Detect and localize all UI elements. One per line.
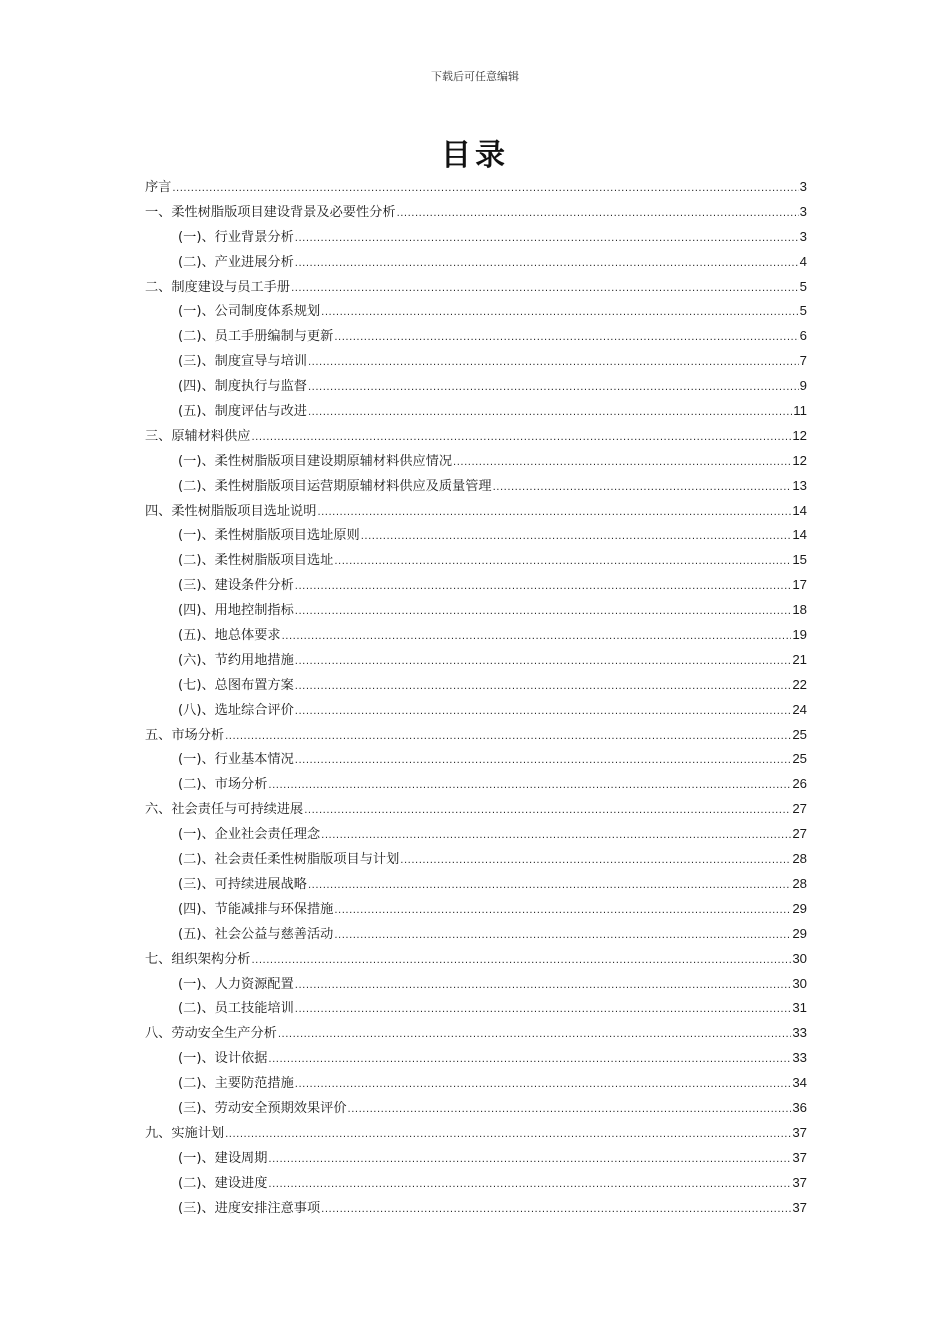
toc-entry-page-number: 14 [792,527,807,543]
toc-entry-label: 六、社会责任与可持续进展 [145,802,304,818]
toc-entry-label: (三)、制度宣导与培训 [178,354,307,370]
dot-leader [295,1073,792,1098]
toc-entry-label: (二)、产业进展分析 [178,254,294,270]
dot-leader [295,749,792,774]
toc-entry-label: (一)、设计依据 [178,1051,268,1067]
toc-entry-label: (五)、社会公益与慈善活动 [178,926,334,942]
dot-leader [308,376,799,401]
toc-entry-page-number: 33 [792,1050,807,1066]
toc-entry-page-number: 15 [792,552,807,568]
toc-entry-page-number: 7 [799,353,807,369]
dot-leader [334,550,791,575]
toc-entry-page-number: 11 [793,403,807,419]
toc-entry-label: 八、劳动安全生产分析 [145,1026,277,1042]
dot-leader [397,202,799,227]
toc-entry-label: (四)、制度执行与监督 [178,379,307,395]
toc-entry[interactable] [145,474,807,499]
dot-leader [295,700,792,725]
dot-leader [225,725,791,750]
toc-entry-page-number: 3 [799,179,807,194]
dot-leader [268,774,791,799]
toc-entry-label: (二)、柔性树脂版项目运营期原辅材料供应及质量管理 [178,478,492,494]
dot-leader [268,1048,791,1073]
toc-entry[interactable] [145,623,807,648]
toc-entry[interactable] [145,822,807,847]
toc-entry[interactable] [145,1196,807,1221]
toc-entry[interactable] [145,1021,807,1046]
toc-entry-label: (一)、行业背景分析 [178,229,294,245]
dot-leader [278,1023,791,1048]
toc-entry-page-number: 6 [799,328,807,344]
toc-entry[interactable] [145,225,807,250]
toc-entry[interactable] [145,648,807,673]
toc-entry-label: 七、组织架构分析 [145,951,251,967]
toc-entry[interactable] [145,698,807,723]
toc-entry-page-number: 21 [792,651,807,667]
toc-entry-label: (一)、公司制度体系规划 [178,304,321,320]
toc-entry-label: 三、原辅材料供应 [145,428,251,444]
toc-entry-page-number: 28 [792,875,807,891]
toc-entry[interactable] [145,897,807,922]
toc-entry-label: (四)、用地控制指标 [178,603,294,619]
toc-entry[interactable] [145,797,807,822]
page-title: 目录 [441,138,509,173]
toc-entry[interactable] [145,175,807,200]
toc-entry[interactable] [145,424,807,449]
toc-entry-page-number: 4 [799,253,807,269]
toc-entry-page-number: 13 [792,477,807,493]
toc-entry-label: (八)、选址综合评价 [178,702,294,718]
toc-entry-label: 二、制度建设与员工手册 [145,279,291,295]
toc-entry-page-number: 19 [792,627,807,643]
dot-leader [225,1123,791,1148]
toc-entry-page-number: 31 [792,1000,807,1016]
toc-entry-page-number: 26 [792,776,807,792]
dot-leader [334,326,798,351]
dot-leader [361,525,792,550]
toc-entry-page-number: 25 [792,751,807,767]
toc-entry-page-number: 12 [792,427,807,443]
dot-leader [295,575,792,600]
toc-entry[interactable] [145,449,807,474]
toc-entry-label: (一)、柔性树脂版项目建设期原辅材料供应情况 [178,453,453,469]
dot-leader [252,949,792,974]
toc-entry-page-number: 29 [792,900,807,916]
toc-entry[interactable] [145,972,807,997]
toc-entry-label: 一、柔性树脂版项目建设背景及必要性分析 [145,204,396,220]
dot-leader [493,476,792,501]
dot-leader [295,252,799,277]
toc-entry-page-number: 5 [799,278,807,294]
toc-entry[interactable] [145,598,807,623]
toc-entry[interactable] [145,349,807,374]
toc-entry-label: (一)、行业基本情况 [178,752,294,768]
toc-entry-label: (二)、员工技能培训 [178,1001,294,1017]
toc-entry[interactable] [145,673,807,698]
toc-entry[interactable] [145,499,807,524]
dot-leader [334,924,791,949]
toc-entry[interactable] [145,1071,807,1096]
toc-entry[interactable] [145,523,807,548]
toc-entry-page-number: 17 [792,577,807,593]
toc-entry-page-number: 12 [792,452,807,468]
toc-entry-page-number: 36 [792,1099,807,1115]
toc-entry-label: (二)、柔性树脂版项目选址 [178,553,334,569]
toc-entry[interactable] [145,275,807,300]
dot-leader [268,1173,791,1198]
dot-leader [252,426,792,451]
toc-entry-page-number: 22 [792,676,807,692]
toc-entry[interactable] [145,548,807,573]
dot-leader [321,824,791,849]
toc-entry[interactable] [145,1121,807,1146]
dot-leader [308,401,792,426]
toc-entry-page-number: 27 [792,826,807,842]
dot-leader [295,600,792,625]
toc-entry-label: (二)、建设进度 [178,1175,268,1191]
toc-entry-label: (二)、员工手册编制与更新 [178,329,334,345]
toc-entry[interactable] [145,1146,807,1171]
toc-entry-page-number: 3 [799,203,807,219]
toc-entry-page-number: 34 [792,1075,807,1091]
toc-entry-page-number: 9 [799,378,807,394]
dot-leader [317,501,791,526]
toc-entry-label: 四、柔性树脂版项目选址说明 [145,503,317,519]
dot-leader [295,675,792,700]
toc-entry-label: (一)、企业社会责任理念 [178,827,321,843]
toc-entry[interactable] [145,772,807,797]
toc-entry[interactable] [145,723,807,748]
toc-entry[interactable] [145,747,807,772]
dot-leader [400,849,791,874]
toc-entry-page-number: 33 [792,1025,807,1041]
dot-leader [295,998,792,1023]
dot-leader [268,1148,791,1173]
toc-entry[interactable] [145,1171,807,1196]
dot-leader [172,177,798,202]
toc-entry-page-number: 37 [792,1199,807,1215]
header-note: 下载后可任意编辑 [431,70,519,83]
toc-entry[interactable] [145,947,807,972]
toc-entry-page-number: 37 [792,1149,807,1165]
toc-entry-label: (三)、进度安排注意事项 [178,1200,321,1216]
toc-entry[interactable] [145,299,807,324]
dot-leader [348,1098,792,1123]
toc-entry-label: (一)、建设周期 [178,1150,268,1166]
toc-entry[interactable] [145,399,807,424]
dot-leader [334,899,791,924]
dot-leader [308,351,799,376]
toc-entry-page-number: 18 [792,602,807,618]
dot-leader [282,625,792,650]
toc-entry[interactable] [145,1096,807,1121]
toc-entry-label: (一)、人力资源配置 [178,976,294,992]
dot-leader [304,799,791,824]
toc-entry-label: (二)、主要防范措施 [178,1076,294,1092]
toc-entry-label: (三)、建设条件分析 [178,578,294,594]
toc-entry-page-number: 30 [792,950,807,966]
toc-entry[interactable] [145,1046,807,1071]
toc-entry[interactable] [145,872,807,897]
toc-entry-page-number: 28 [792,851,807,867]
dot-leader [295,974,792,999]
dot-leader [321,1198,791,1223]
toc-entry-label: (五)、地总体要求 [178,628,281,644]
toc-entry-page-number: 37 [792,1174,807,1190]
toc-entry[interactable] [145,374,807,399]
table-of-contents [145,175,807,1220]
toc-entry-label: (七)、总图布置方案 [178,677,294,693]
toc-entry-label: (一)、柔性树脂版项目选址原则 [178,528,360,544]
toc-entry-page-number: 30 [792,975,807,991]
toc-entry-label: (三)、可持续进展战略 [178,876,307,892]
toc-entry-label: (五)、制度评估与改进 [178,404,307,420]
dot-leader [291,277,799,302]
toc-entry[interactable] [145,922,807,947]
toc-entry[interactable] [145,573,807,598]
toc-entry-page-number: 5 [799,303,807,319]
dot-leader [295,650,792,675]
toc-entry[interactable] [145,324,807,349]
toc-entry-label: (四)、节能减排与环保措施 [178,901,334,917]
toc-entry-page-number: 27 [792,801,807,817]
toc-entry[interactable] [145,250,807,275]
toc-entry-page-number: 25 [792,726,807,742]
toc-entry[interactable] [145,200,807,225]
toc-entry-page-number: 3 [799,228,807,244]
toc-entry-page-number: 14 [792,502,807,518]
toc-entry-label: 五、市场分析 [145,727,225,743]
dot-leader [308,874,791,899]
toc-entry-page-number: 37 [792,1124,807,1140]
toc-entry-label: (二)、市场分析 [178,777,268,793]
toc-entry-label: (二)、社会责任柔性树脂版项目与计划 [178,852,400,868]
toc-entry[interactable] [145,996,807,1021]
dot-leader [321,301,798,326]
toc-entry-label: 九、实施计划 [145,1125,225,1141]
dot-leader [453,451,791,476]
dot-leader [295,227,799,252]
toc-entry-label: 序言 [145,180,172,195]
toc-entry-page-number: 29 [792,925,807,941]
toc-entry-label: (三)、劳动安全预期效果评价 [178,1100,347,1116]
toc-entry-page-number: 24 [792,701,807,717]
toc-entry[interactable] [145,847,807,872]
toc-entry-label: (六)、节约用地措施 [178,652,294,668]
